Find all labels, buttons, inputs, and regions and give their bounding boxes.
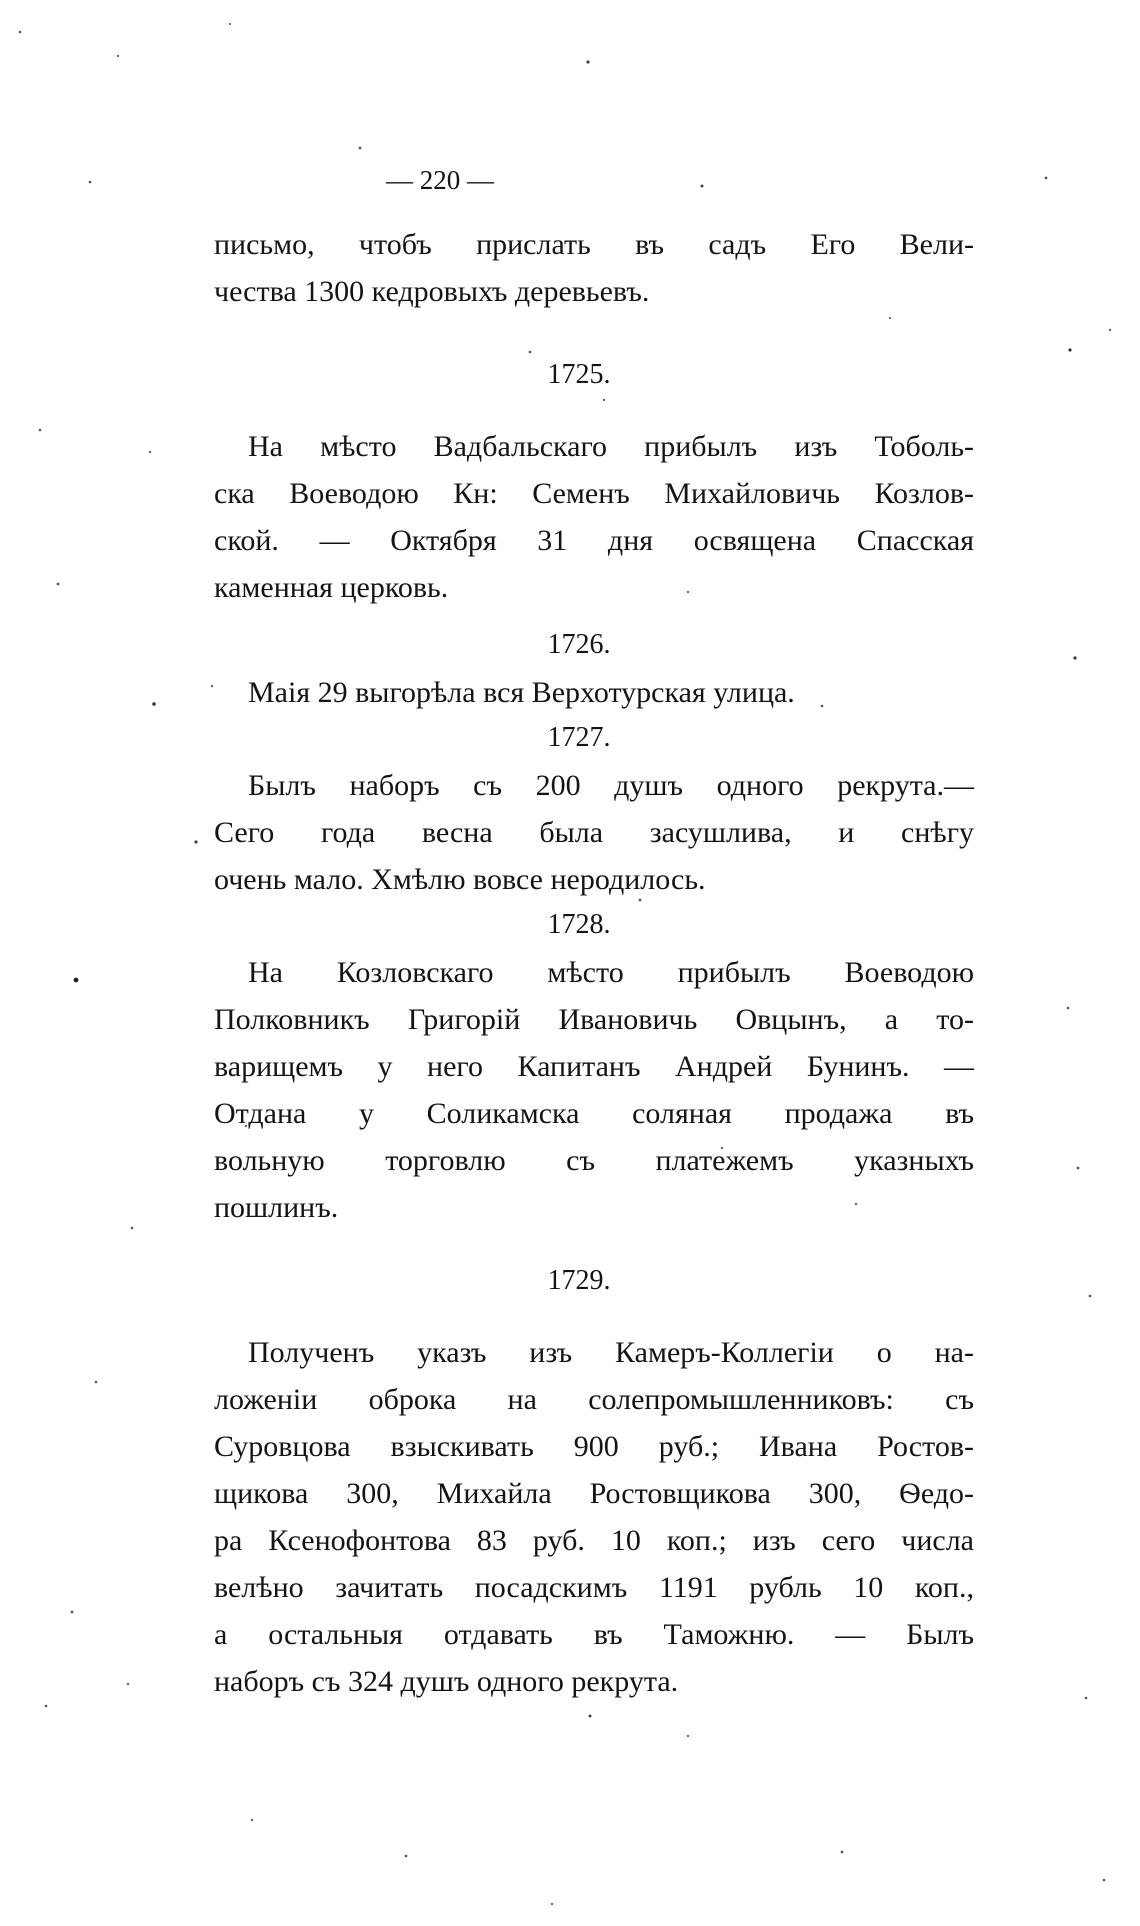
year-heading: 1729.	[547, 1265, 611, 1296]
text-line: щикова 300, Михайла Ростовщикова 300, Ѳедо-	[214, 1477, 974, 1510]
text-line: ложеніи оброка на солепромышленниковъ: съ	[214, 1383, 974, 1416]
text-line: На мѣсто Вадбальскаго прибылъ изъ Тоболь-	[248, 430, 974, 463]
paragraph	[214, 762, 974, 903]
text-line: Былъ наборъ съ 200 душъ одного рекрута.—	[248, 769, 974, 802]
paragraph	[214, 669, 974, 716]
text-line: вольную торговлю съ платежемъ указныхъ	[214, 1144, 974, 1177]
text-line: пошлинъ.	[214, 1191, 339, 1224]
text-line: Полковникъ Григорій Ивановичь Овцынъ, а то-	[214, 1003, 974, 1036]
text-line: На Козловскаго мѣсто прибылъ Воеводою	[248, 956, 974, 989]
text-line: ра Ксенофонтова 83 руб. 10 коп.; изъ сего числа	[214, 1524, 974, 1557]
text-line: ской. — Октября 31 дня освящена Спасская	[214, 524, 974, 557]
text-line: Суровцова взыскивать 900 руб.; Ивана Ростов-	[214, 1430, 974, 1463]
text-line: велѣно зачитать посадскимъ 1191 рубль 10 коп.,	[214, 1571, 974, 1604]
year-heading: 1725.	[547, 359, 611, 390]
text-line: Маія 29 выгорѣла вся Верхотурская улица.	[248, 676, 795, 709]
text-line: ска Воеводою Кн: Семенъ Михайловичь Козлов-	[214, 477, 974, 510]
text-line: Отдана у Соликамска соляная продажа въ	[214, 1097, 974, 1130]
text-line: наборъ съ 324 душъ одного рекрута.	[214, 1665, 679, 1698]
text-line: Полученъ указъ изъ Камеръ-Коллегіи о на-	[248, 1336, 974, 1369]
paragraph	[214, 221, 974, 315]
paragraph	[214, 423, 974, 611]
paragraph	[214, 949, 974, 1231]
paragraph	[214, 1329, 974, 1705]
year-heading: 1728.	[547, 909, 611, 940]
year-heading: 1726.	[547, 629, 611, 660]
text-line: очень мало. Хмѣлю вовсе неродилось.	[214, 863, 706, 896]
year-heading: 1727.	[547, 722, 611, 753]
text-line: письмо, чтобъ прислать въ садъ Его Вели-	[214, 228, 974, 261]
text-line: варищемъ у него Капитанъ Андрей Бунинъ. —	[214, 1050, 974, 1083]
text-column	[214, 221, 974, 1705]
text-line: чества 1300 кедровыхъ деревьевъ.	[214, 275, 650, 308]
text-line: а остальныя отдавать въ Таможню. — Былъ	[214, 1618, 974, 1651]
page-number: — 220 —	[386, 165, 494, 195]
text-line: каменная церковь.	[214, 571, 449, 604]
text-line: Сего года весна была засушлива, и снѣгу	[214, 816, 974, 849]
